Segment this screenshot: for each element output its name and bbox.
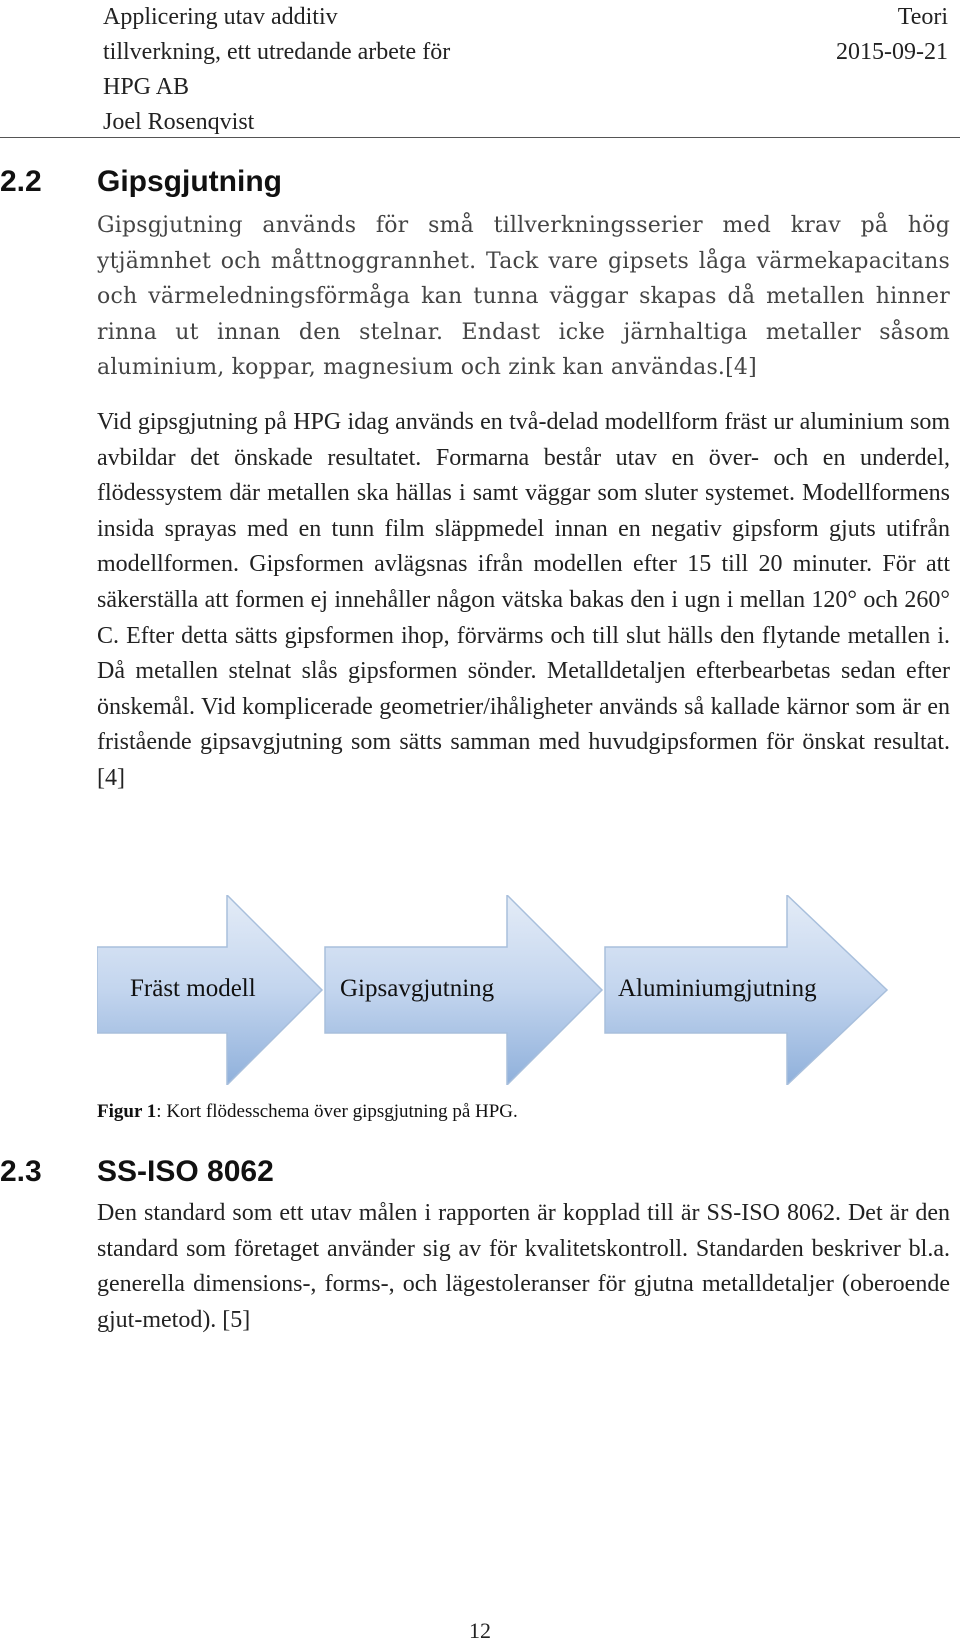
page-number: 12 <box>469 1618 491 1643</box>
step-label-3: Aluminiumgjutning <box>618 975 817 1002</box>
step-label-2: Gipsavgjutning <box>340 975 495 1002</box>
section-number: 2.3 <box>0 1155 42 1188</box>
header-author: Joel Rosenqvist <box>103 109 255 135</box>
figure-caption-text: : Kort flödesschema över gipsgjutning på HPG. <box>156 1101 518 1122</box>
step-label-1: Fräst modell <box>130 975 256 1002</box>
header-title-line-1: Applicering utav additiv <box>103 4 338 30</box>
header-document-info <box>103 0 450 140</box>
flow-diagram <box>97 895 897 1085</box>
paragraph-ss-iso-8062: Den standard som ett utav målen i rapporten är kopplad till är SS-ISO 8062. Det är den standard som företaget använder sig av för kvalitetskontroll. Standarden beskriver bl.a. generella dimensions-, forms-, och lägestoleranser för gjutna metalldetaljer (oberoende gjut-metod). [5] <box>97 1200 950 1333</box>
paragraph-gipsgjutning-process: Vid gipsgjutning på HPG idag används en två-delad modellform fräst ur aluminium som avbildar det önskade resultatet. Formarna består utav en över- och en underdel, flödessystem där metallen ska hällas i samt väggar som sluter systemet. Modellformens insida sprayas med en tunn film släppmedel innan en negativ gipsform gjuts utifrån modellformen. Gipsformen avlägsnas ifrån modellen efter 15 till 20 minuter. För att säkerställa att formen ej innehåller någon vätska bakas den i ugn i mellan 120° och 260° C. Efter detta sätts gipsformen ihop, förvärms och till slut hälls den flytande metallen i. Då metallen stelnat slås gipsformen sönder. Metalldetaljen efterbearbetas sedan efter önskemål. Vid komplicerade geometrier/ihåligheter används så kallade kärnor som är en fristående gipsavgjutning som sätts samman med huvudgipsformen för önskat resultat.[4] <box>97 409 950 791</box>
header-title-line-2: tillverkning, ett utredande arbete för <box>103 39 451 65</box>
section-title: Gipsgjutning <box>97 165 282 198</box>
page-header <box>0 0 960 140</box>
header-meta <box>836 0 948 70</box>
figure-caption-label: Figur 1 <box>97 1101 157 1122</box>
header-chapter: Teori <box>897 4 948 30</box>
header-rule <box>0 137 960 138</box>
figure-caption <box>97 1101 518 1123</box>
header-date: 2015-09-21 <box>836 39 948 65</box>
section-number: 2.2 <box>0 165 42 198</box>
paragraph-gipsgjutning-intro: Gipsgjutning används för små tillverkningsserier med krav på hög ytjämnhet och måttnoggrannhet. Tack vare gipsets låga värmekapacitans och värmeledningsförmåga kan tunna väggar skapas då metallen hinner rinna ut innan den stelnar. Endast icke järnhaltiga metaller såsom aluminium, koppar, magnesium och zink kan användas.[4] <box>97 213 950 381</box>
section-title: SS-ISO 8062 <box>97 1155 274 1188</box>
header-company: HPG AB <box>103 74 190 100</box>
